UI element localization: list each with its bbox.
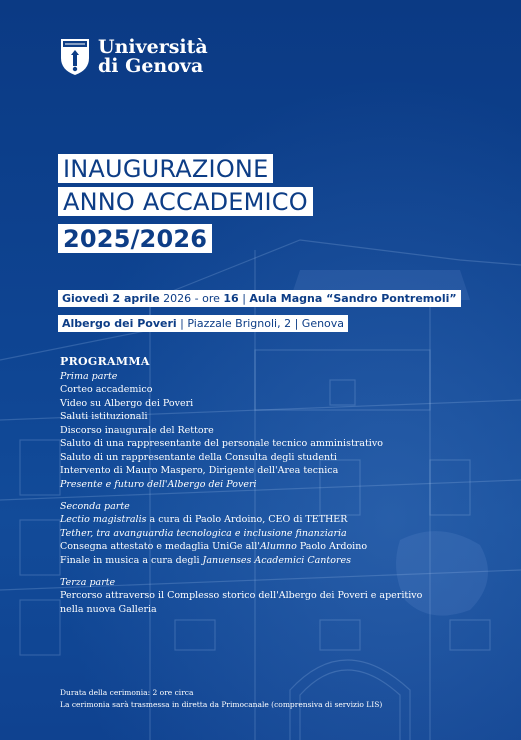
finale-choir: Januenses Academici Cantores xyxy=(202,554,351,566)
program-item-lectio xyxy=(60,513,480,527)
program-item-consegna xyxy=(60,540,480,554)
program-item: Video su Albergo dei Poveri xyxy=(60,397,194,409)
consegna-rest: Paolo Ardoino xyxy=(296,541,368,552)
lectio-title: Tether, tra avanguardia tecnologica e inclusione finanziaria xyxy=(60,527,347,539)
venue-address xyxy=(58,315,348,332)
event-day: Giovedì 2 aprile xyxy=(62,292,160,305)
program-item: Intervento di Mauro Maspero, Dirigente dell'Area tecnica xyxy=(60,465,339,476)
date-time-hall xyxy=(58,290,461,307)
title-line-2: ANNO ACCADEMICO xyxy=(58,187,313,216)
finale-prefix: Finale in musica a cura degli xyxy=(60,554,203,566)
broadcast-note: La cerimonia sarà trasmessa in diretta da Primocanale (comprensiva di servizio LIS) xyxy=(60,700,383,709)
program-item: Saluto di un rappresentante della Consulta degli studenti xyxy=(60,451,337,463)
lectio-rest: a cura di Paolo Ardoino, CEO di TETHER xyxy=(146,514,348,525)
footer-notes xyxy=(60,687,382,711)
lectio-prefix: Lectio magistralis xyxy=(60,514,147,525)
program-item: Discorso inaugurale del Rettore xyxy=(60,424,214,436)
event-address: | Piazzale Brignoli, 2 | Genova xyxy=(176,317,345,330)
programma xyxy=(60,355,480,616)
logo-line-2: di Genova xyxy=(98,55,204,77)
logo-line-1: Università xyxy=(98,36,208,58)
program-item-subtitle: Presente e futuro dell'Albergo dei Poveri xyxy=(60,478,257,490)
program-item: Saluti istituzionali xyxy=(60,411,148,422)
event-hall: Aula Magna “Sandro Pontremoli” xyxy=(249,292,457,305)
event-venue: Albergo dei Poveri xyxy=(62,317,177,330)
program-item: Percorso attraverso il Complesso storico dell'Albergo dei Poveri e aperitivo xyxy=(60,590,423,601)
event-hour: 16 xyxy=(223,292,239,305)
program-item: Saluto di una rappresentante del personale tecnico amministrativo xyxy=(60,438,383,449)
program-item-finale xyxy=(60,554,480,568)
title-year: 2025/2026 xyxy=(58,224,212,253)
part-3-label: Terza parte xyxy=(60,577,116,588)
consegna-prefix: Consegna attestato e medaglia UniGe all' xyxy=(60,541,260,552)
program-item: nella nuova Galleria xyxy=(60,603,157,615)
title-line-1: INAUGURAZIONE xyxy=(58,154,273,183)
program-item: Corteo accademico xyxy=(60,384,153,395)
part-1-label: Prima parte xyxy=(60,371,118,382)
consegna-alumno: Alumno xyxy=(259,541,297,552)
separator: | xyxy=(238,292,250,305)
university-shield-icon xyxy=(60,38,90,76)
program-heading: PROGRAMMA xyxy=(60,355,150,368)
university-logo xyxy=(60,38,208,76)
event-year: 2026 - ore xyxy=(159,292,224,305)
duration-note: Durata della cerimonia: 2 ore circa xyxy=(60,688,194,697)
part-2-label: Seconda parte xyxy=(60,501,130,512)
